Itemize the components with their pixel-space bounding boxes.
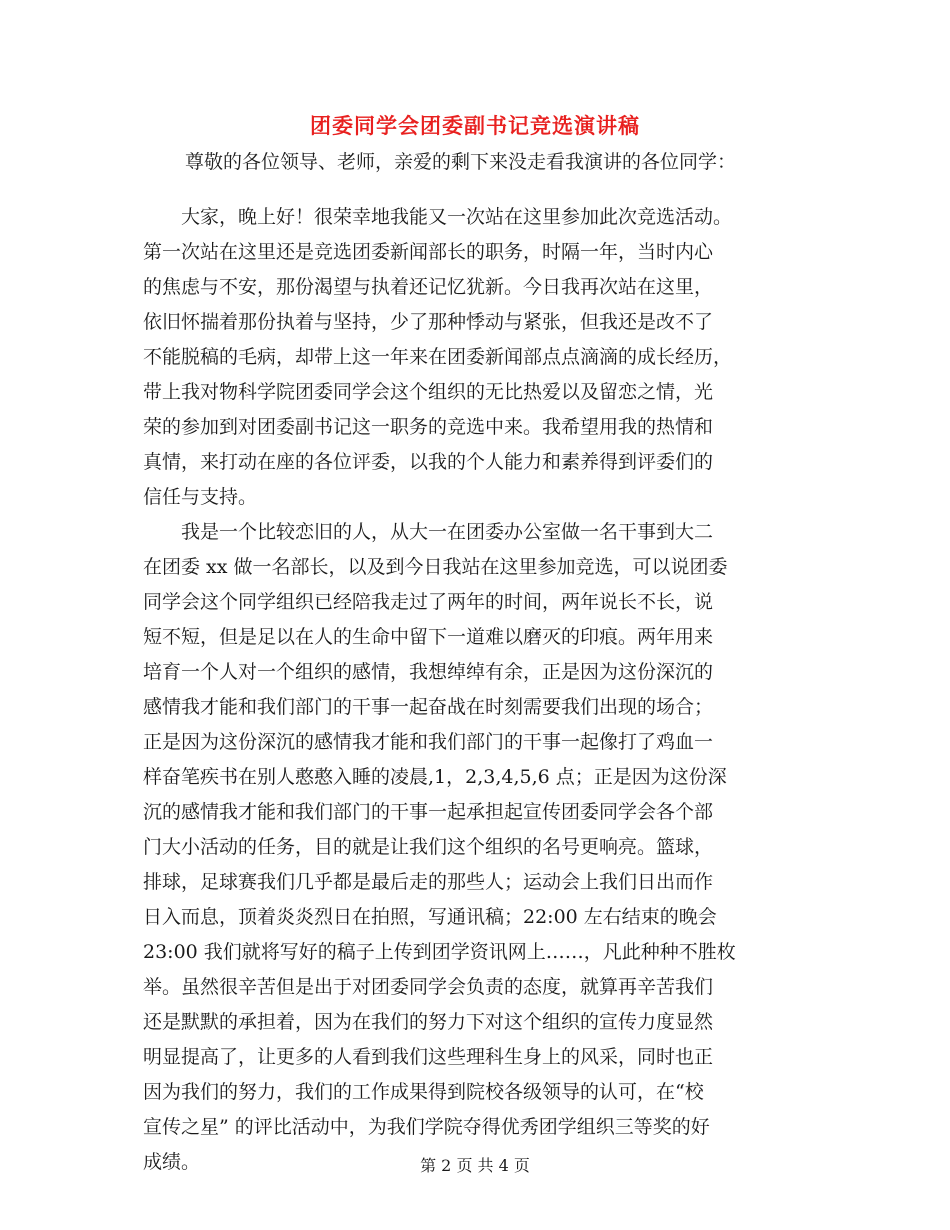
- document-title: 团委同学会团委副书记竞选演讲稿: [310, 113, 640, 138]
- text-line: 大家，晚上好！很荣幸地我能又一次站在这里参加此次竞选活动。: [143, 206, 733, 228]
- text-line: 的焦虑与不安，那份渴望与执着还记忆犹新。今日我再次站在这里，: [143, 276, 714, 298]
- paragraph-2: [143, 515, 818, 1180]
- greeting-line: 尊敬的各位领导、老师，亲爱的剩下来没走看我演讲的各位同学：: [185, 151, 737, 173]
- text-line: 同学会这个同学组织已经陪我走过了两年的时间，两年说长不长，说: [143, 591, 714, 613]
- text-line: 排球，足球赛我们几乎都是最后走的那些人；运动会上我们日出而作: [143, 871, 714, 893]
- text-line: 培育一个人对一个组织的感情，我想绰绰有余，正是因为这份深沉的: [143, 661, 714, 683]
- text-line: 我是一个比较恋旧的人，从大一在团委办公室做一名干事到大二: [143, 521, 714, 543]
- text-line: 举。虽然很辛苦但是出于对团委同学会负责的态度，就算再辛苦我们: [143, 976, 714, 998]
- text-line: 不能脱稿的毛病，却带上这一年来在团委新闻部点点滴滴的成长经历，: [143, 346, 733, 368]
- text-line: 明显提高了，让更多的人看到我们这些理科生身上的风采，同时也正: [143, 1046, 714, 1068]
- page-footer: 第 2 页 共 4 页: [420, 1156, 530, 1175]
- text-line: 感情我才能和我们部门的干事一起奋战在时刻需要我们出现的场合；: [143, 696, 714, 718]
- text-line: 正是因为这份深沉的感情我才能和我们部门的干事一起像打了鸡血一: [143, 731, 714, 753]
- text-line: 短不短，但是足以在人的生命中留下一道难以磨灭的印痕。两年用来: [143, 626, 714, 648]
- text-line: 荣的参加到对团委副书记这一职务的竞选中来。我希望用我的热情和: [143, 416, 714, 438]
- paragraph-1: [143, 200, 818, 515]
- text-line: 样奋笔疾书在别人憨憨入睡的凌晨,1，2,3,4,5,6 点；正是因为这份深: [143, 766, 727, 788]
- text-line: 真情，来打动在座的各位评委，以我的个人能力和素养得到评委们的: [143, 451, 714, 473]
- text-line: 在团委 xx 做一名部长，以及到今日我站在这里参加竞选，可以说团委: [143, 556, 728, 578]
- text-line: 还是默默的承担着，因为在我们的努力下对这个组织的宣传力度显然: [143, 1011, 714, 1033]
- text-line: 宣传之星” 的评比活动中，为我们学院夺得优秀团学组织三等奖的好: [143, 1116, 710, 1138]
- text-line: 门大小活动的任务，目的就是让我们这个组织的名号更响亮。篮球，: [143, 836, 714, 858]
- text-line: 带上我对物科学院团委同学会这个组织的无比热爱以及留恋之情，光: [143, 381, 714, 403]
- text-line: 依旧怀揣着那份执着与坚持，少了那种悸动与紧张，但我还是改不了: [143, 311, 714, 333]
- text-line: 因为我们的努力，我们的工作成果得到院校各级领导的认可，在“校: [143, 1081, 704, 1103]
- text-line: 第一次站在这里还是竞选团委新闻部长的职务，时隔一年，当时内心: [143, 241, 714, 263]
- text-line: 成绩。: [143, 1151, 201, 1173]
- text-line: 23:00 我们就将写好的稿子上传到团学资讯网上……，凡此种种不胜枚: [143, 941, 736, 963]
- document-body: [143, 200, 818, 1180]
- text-line: 沉的感情我才能和我们部门的干事一起承担起宣传团委同学会各个部: [143, 801, 714, 823]
- text-line: 日入而息，顶着炎炎烈日在拍照，写通讯稿；22:00 左右结束的晚会: [143, 906, 717, 928]
- text-line: 信任与支持。: [143, 486, 258, 508]
